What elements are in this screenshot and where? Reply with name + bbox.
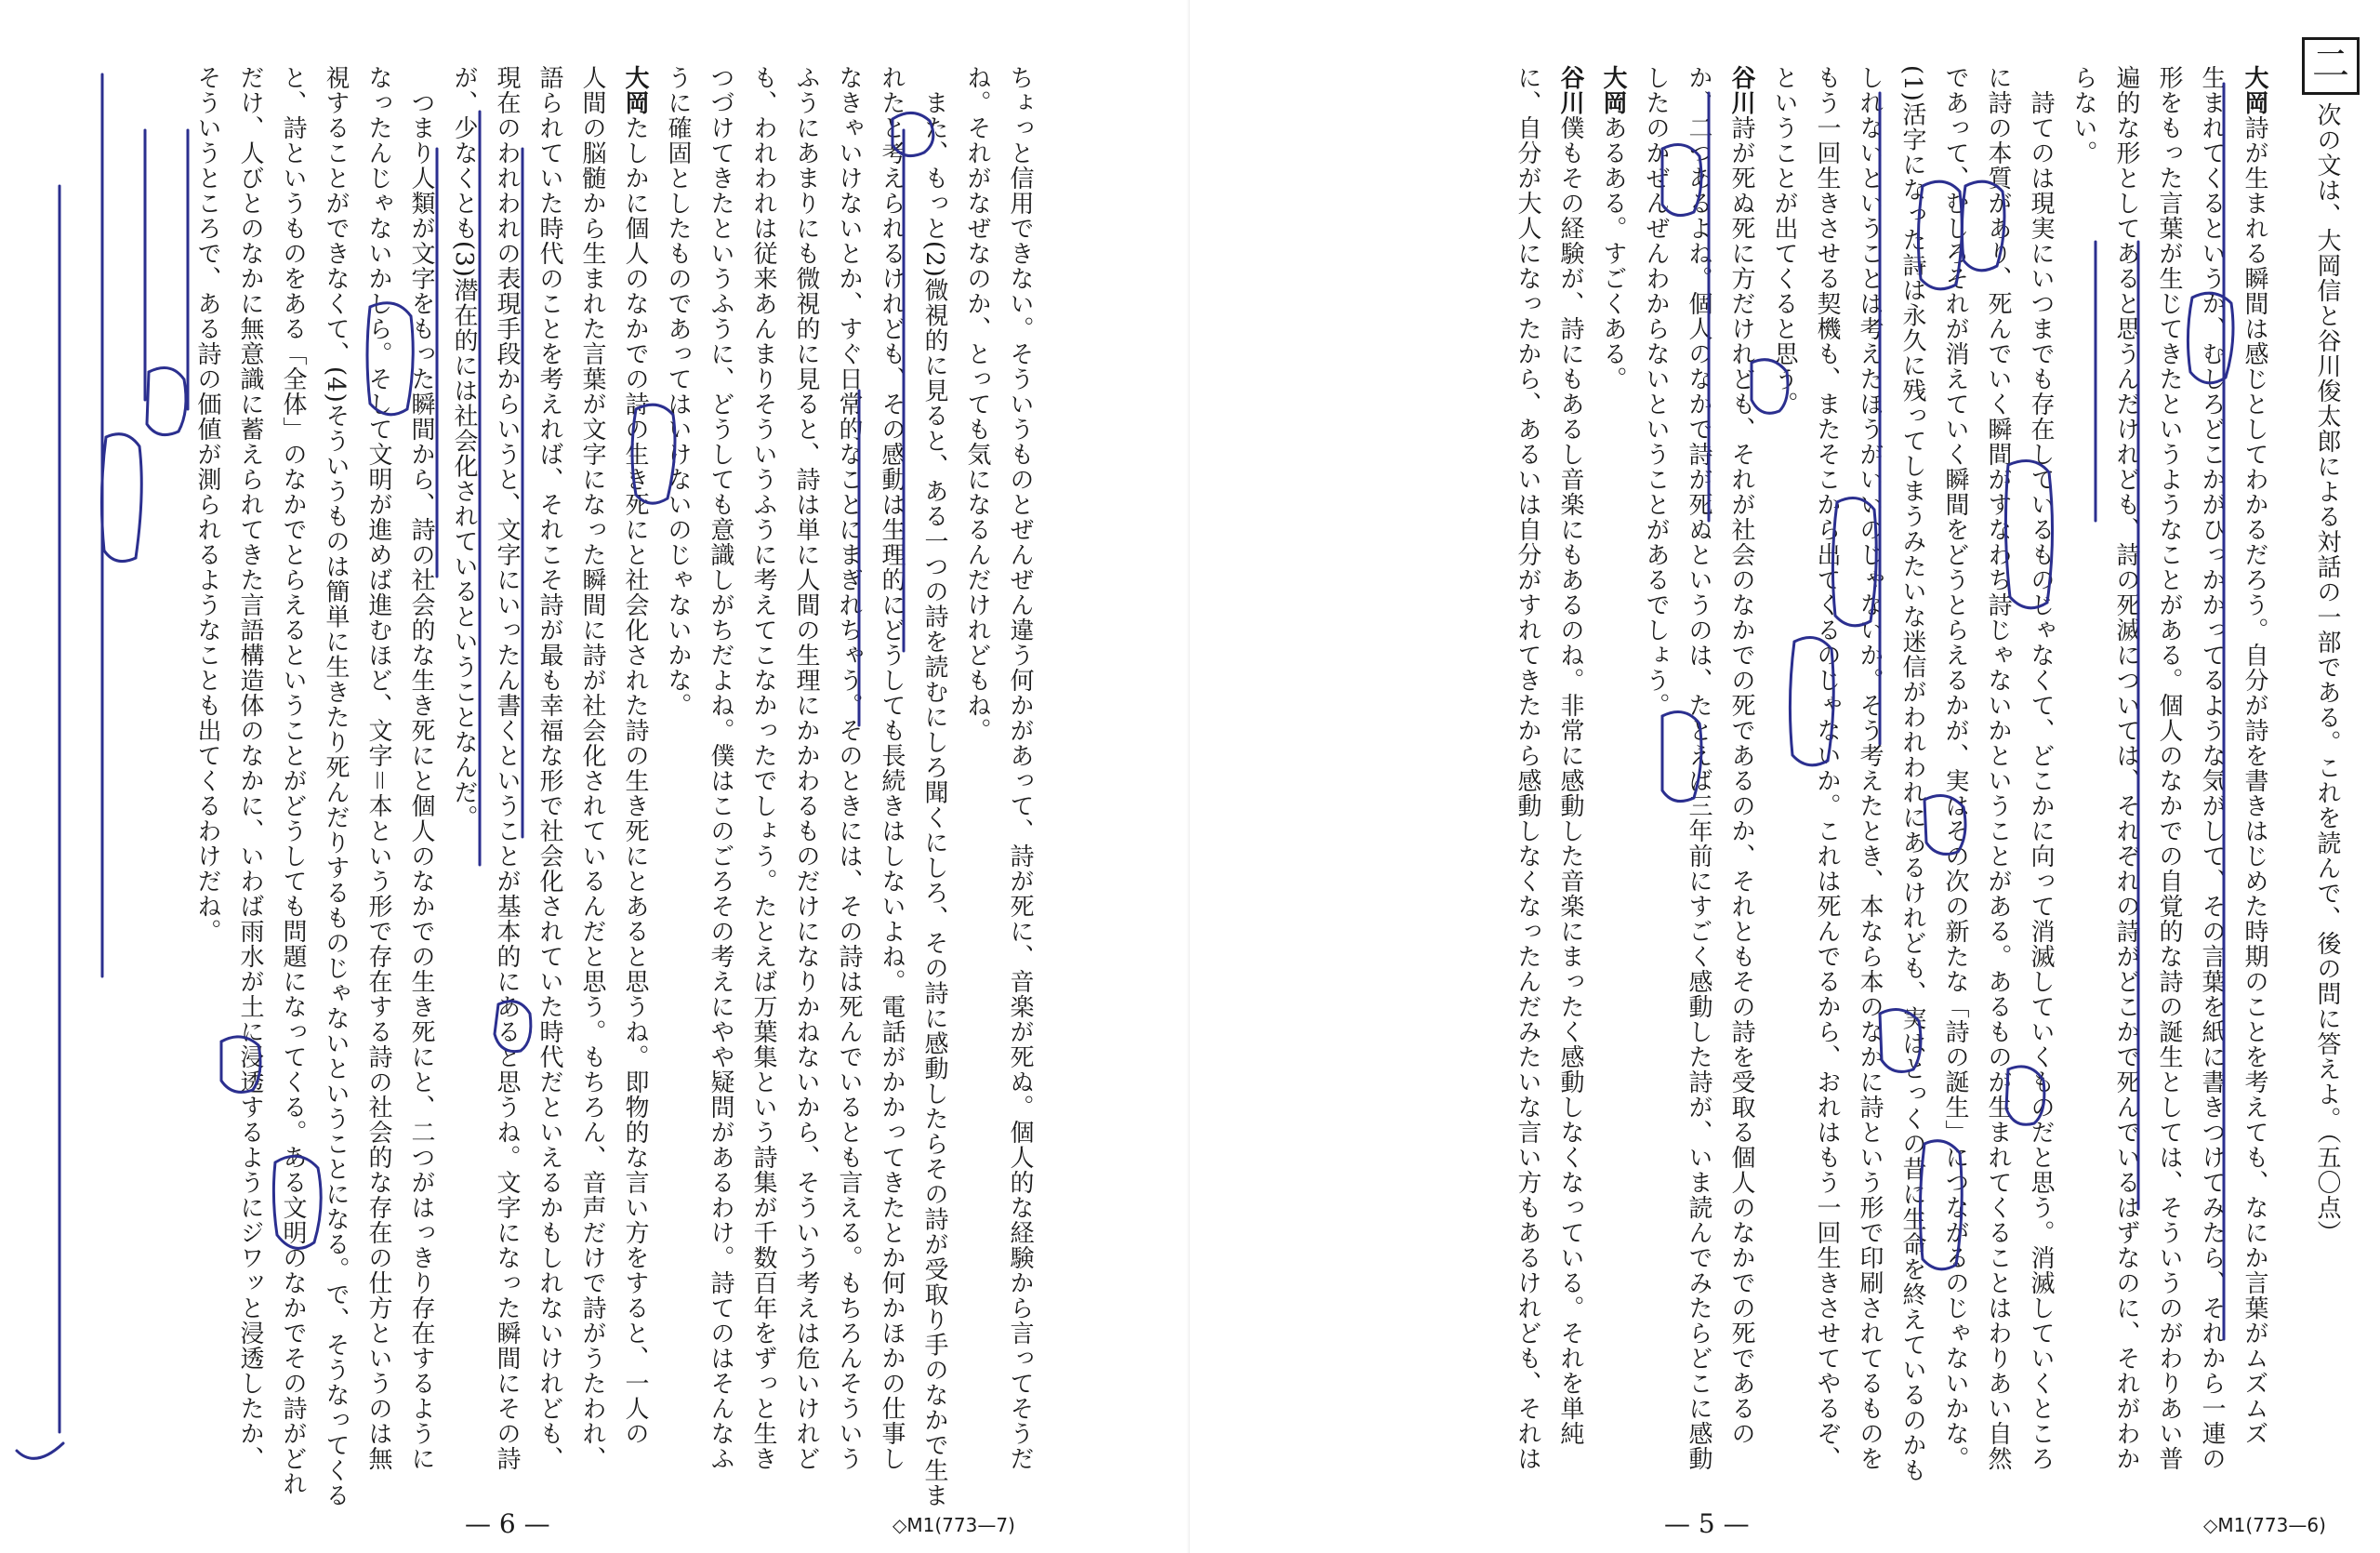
column-text: と、詩というものをある「全体」のなかでとらえるということがどうしても問題になってくる。ある文明のなかでその詩がどれ (279, 65, 307, 1496)
underline-mark (17, 1443, 63, 1458)
text-column (1724, 65, 1759, 1446)
page-5 (1190, 0, 2380, 1553)
column-text: ちょっと信用できない。そういうものとぜんぜん違う何かがあって、詩が死に、音楽が死ぬ。個人的な経験から言ってそうだ (1006, 65, 1034, 1471)
text-column (232, 65, 268, 1471)
column-text: 現在のわれわれの表現手段からいうと、文字にいったん書くということが基本的にあると思うね。文字になった瞬間にその詩 (493, 65, 521, 1471)
text-column (446, 65, 482, 830)
column-text: うに確固としたものであってはいけないのじゃないかな。 (664, 65, 692, 718)
text-column (532, 65, 567, 1471)
column-text: あるある。すごくある。 (1599, 115, 1627, 392)
page-number: — 6 — (465, 1508, 550, 1539)
column-text: らない。 (2069, 65, 2097, 166)
text-column (1809, 65, 1844, 1471)
text-column (917, 65, 952, 1508)
column-text: 語られていた時代のことを考えれば、それこそ詩が最も幸福な形で社会化されていた時代だといえるかもしれないけれども、 (536, 65, 563, 1471)
column-text: 人間の脳髄から生まれた言葉が文字になった瞬間に詩が社会化されているんだと思う。もちろん、音声だけで詩がうたわれ、 (578, 65, 606, 1471)
text-column (617, 65, 653, 1446)
column-text: 遍的な形としてあると思うんだけれども、詩の死滅については、それぞれの詩がどこかで死んでいるはずなのに、それがわか (2112, 65, 2140, 1471)
page-code: ◇M1(773—6) (2203, 1514, 2326, 1536)
column-text: 生まれてくるというか、むしろどこかがひっかかってるような気がして、その言葉を紙に書きつけてみたら、それから一連の (2198, 65, 2226, 1471)
column-text: ということが出てくると思う。 (1770, 65, 1798, 417)
text-column (1002, 65, 1038, 1471)
column-text: ね。それがなぜなのか、とっても気になるんだけれどもね。 (963, 65, 991, 743)
text-column (703, 65, 738, 1471)
circle-mark (101, 434, 141, 562)
page-number: — 5 — (1664, 1508, 1750, 1539)
text-column (788, 65, 824, 1471)
text-column (1980, 65, 2016, 1471)
text-column (746, 65, 781, 1471)
text-column (660, 65, 695, 718)
column-text: そういうところで、ある詩の価値が測られるようなことも出てくるわけだね。 (193, 65, 221, 944)
text-column (1638, 65, 1673, 718)
text-column (575, 65, 610, 1471)
column-text: したのかぜんぜんわからないということがあるでしょう。 (1642, 65, 1670, 718)
text-column (275, 65, 311, 1496)
speaker-label: 大岡 (1599, 65, 1627, 115)
text-column (831, 65, 866, 1471)
text-column (403, 65, 439, 1471)
text-column (2194, 65, 2229, 1471)
text-column (190, 65, 225, 944)
column-text: であって、むしろそれが消えていく瞬間をどうとらえるかが、実はその次の新たな「詩の誕生」につながるのじゃないかな。 (1941, 65, 1969, 1471)
text-column (1937, 65, 1973, 1471)
text-column (1595, 65, 1631, 392)
text-column (1852, 65, 1887, 1471)
text-column (318, 65, 353, 1508)
text-column (2066, 65, 2101, 166)
text-column (489, 65, 524, 1471)
column-text: も、われわれは従来あんまりそういうふうに考えてこなかったでしょう。たとえば万葉集という詩集が千数百年をずっと生き (749, 65, 777, 1471)
page-code: ◇M1(773—7) (892, 1514, 1015, 1536)
instruction: 次の文は、大岡信と谷川俊太郎による対話の一部である。これを読んで、後の問に答えよ。（五〇点） (2313, 102, 2341, 1245)
text-column (1553, 65, 1588, 1446)
circle-mark (147, 368, 186, 435)
column-text: 僕もその経験が、詩にもあるし音楽にもあるのね。非常に感動した音楽にまったく感動しなくなっている。それを単純 (1556, 115, 1584, 1446)
column-text: 形をもった言葉が生じてきたというようなことがある。個人のなかでの自覚的な詩の誕生としては、そういうのがわりあい普 (2155, 65, 2183, 1471)
text-column (959, 65, 995, 743)
column-text: ふうにあまりにも微視的に見ると、詩は単に人間の生理にかかわるものだけになりかねないから、そういう考えは危いけれど (792, 65, 820, 1471)
text-column (1681, 65, 1716, 1471)
text-column (874, 65, 909, 1471)
column-text: なったんじゃないかしら。そして文明が進めば進むほど、文字＝本という形で存在する詩の社会的な存在の仕方というのは無 (364, 65, 392, 1471)
text-column (361, 65, 396, 1471)
speaker-label: 大岡 (2241, 65, 2268, 115)
text-column (1766, 65, 1802, 417)
column-text: もう一回生きさせる契機も、またそこから出てくるのじゃないか。これは死んでるから、おれはもう一回生きさせてやるぞ、 (1813, 65, 1841, 1471)
text-column (1895, 65, 1930, 1483)
column-text: つづけてきたというふうに、どうしても意識しがちだよね。僕はこのごろその考えにやや疑問があるわけ。詩てのはそんなふ (707, 65, 734, 1471)
column-text: たしかに個人のなかでの詩の生き死にと社会化された詩の生き死にとあると思うね。即物的な言い方をすると、一人の (621, 115, 649, 1446)
column-text: だけ、人びとのなかに無意識に蓄えられてきた言語構造体のなかに、いわば雨水が土に浸透するようにジワッと浸透したか、 (236, 65, 264, 1471)
column-text: つまり人類が文字をもった瞬間から、詩の社会的な生き死にと個人のなかでの生き死にと、二つがはっきり存在するように (407, 65, 435, 1471)
column-text: 詩が死ぬ死に方だけれども、それが社会のなかでの死であるのか、それともその詩を受取る個人のなかでの死であるの (1727, 115, 1755, 1446)
speaker-label: 谷川 (1556, 65, 1584, 115)
column-text: に詩の本質があり、死んでいく瞬間がすなわち詩じゃないかということがある。あるものが生まれてくることはわりあい自然 (1984, 65, 2012, 1471)
text-column (2237, 65, 2272, 1446)
column-text: か、二つあるよね。個人のなかで詩が死ぬというのは、たとえば三年前にすごく感動した詩が、いま読んでみたらどこに感動 (1685, 65, 1712, 1471)
column-text: しれないということは考えたほうがいいのじゃないか。そう考えたとき、本なら本のなかに詩という形で印刷されてるものを (1856, 65, 1884, 1471)
column-text: 詩が生まれる瞬間は感じとしてわかるだろう。自分が詩を書きはじめた時期のことを考えても、なにか言葉がムズムズ (2241, 115, 2268, 1446)
column-text: れたと考えられるけれども、その感動は生理的にどうしても長続きはしないよね。電話がかかってきたとか何かほかの仕事し (878, 65, 906, 1471)
question-number-box: 二 (2302, 37, 2360, 95)
text-column (1510, 65, 1545, 1471)
speaker-label: 大岡 (621, 65, 649, 115)
column-text: が、少なくとも(3)潜在的には社会化されているということなんだ。 (450, 65, 478, 830)
column-text: また、もっと(2)微視的に見ると、ある一つの詩を読むにしろ聞くにしろ、その詩に感動したらその詩が受取り手のなかで生ま (920, 65, 948, 1508)
text-column (2023, 65, 2058, 1471)
column-text: 視することができなくて、(4)そういうものは簡単に生きたり死んだりするものじゃないということになる。で、そうなってくる (322, 65, 350, 1508)
text-column (2151, 65, 2187, 1471)
column-text: 詩てのは現実にいつまでも存在しているものじゃなくて、どこかに向って消滅していくものだと思う。消滅していくところ (2027, 65, 2055, 1471)
column-text: に、自分が大人になったから、あるいは自分がすれてきたから感動しなくなったんだみたいな言い方もあるけれども、それは (1514, 65, 1541, 1471)
speaker-label: 谷川 (1727, 65, 1755, 115)
column-text: なきゃいけないとか、すぐ日常的なことにまぎれちゃう。そのときには、その詩は死んでいるとも言える。もちろんそういう (835, 65, 863, 1471)
text-column (2109, 65, 2144, 1471)
column-text: (1)活字になった詩は永久に残ってしまうみたいな迷信がわれわれにあるけれども、実はとっくの昔に生命を終えているのかも (1898, 65, 1926, 1483)
